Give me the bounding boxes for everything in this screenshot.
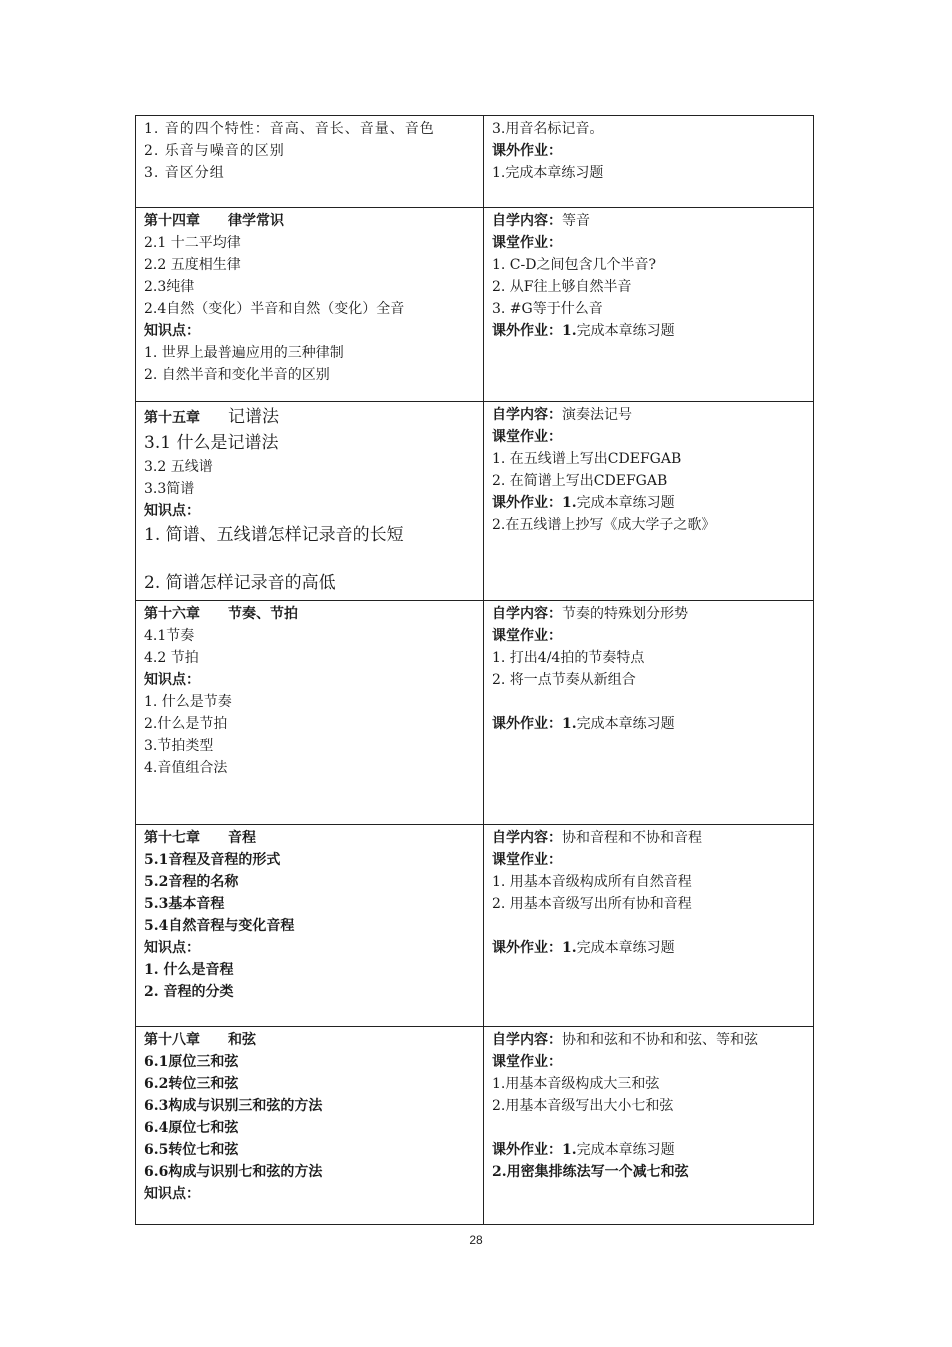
list-item: 2. 乐音与噪音的区别 [144,143,285,159]
self-study-content: 3.用音名标记音。 [492,121,604,137]
classwork-item: 2. 在简谱上写出CDEFGAB [492,473,668,489]
chapter-title: 记谱法 [228,407,279,427]
homework-item: 2.在五线谱上抄写《成大学子之歌》 [492,517,716,533]
right-cell [484,116,814,208]
self-study-content: 节奏的特殊划分形势 [562,606,688,622]
homework-label: 课外作业： [492,1142,562,1158]
knowledge-item: 4.音值组合法 [144,760,228,776]
section-item: 3.1 什么是记谱法 [144,433,279,453]
section-item: 3.2 五线谱 [144,459,213,475]
table-row [136,116,814,208]
table-row [136,208,814,402]
knowledge-item: 1. 什么是音程 [144,962,234,978]
table-row [136,601,814,825]
section-item: 5.2音程的名称 [144,874,239,890]
section-item: 2.3纯律 [144,279,195,295]
left-cell [136,402,484,601]
homework-number: 1. [562,323,577,339]
right-cell [484,402,814,601]
chapter-title: 音程 [228,830,256,846]
chapter-heading [144,603,477,625]
page-number: 28 [469,1233,483,1247]
section-item: 4.1节奏 [144,628,195,644]
homework-label: 课外作业： [492,940,562,956]
knowledge-item: 3.节拍类型 [144,738,214,754]
classwork-item: 2. 用基本音级写出所有协和音程 [492,896,692,912]
chapter-number: 第十四章 [144,213,200,229]
section-item: 6.3构成与识别三和弦的方法 [144,1098,323,1114]
section-item: 2.4自然（变化）半音和自然（变化）全音 [144,301,405,317]
section-item: 5.1音程及音程的形式 [144,852,281,868]
self-study-label: 自学内容： [492,606,562,622]
homework-label: 课外作业： [492,143,562,159]
left-cell [136,116,484,208]
classwork-label: 课堂作业： [492,628,562,644]
chapter-title: 和弦 [228,1032,256,1048]
section-item: 4.2 节拍 [144,650,199,666]
classwork-item: 2.用基本音级写出大小七和弦 [492,1098,674,1114]
classwork-item: 1. C-D之间包含几个半音? [492,257,656,273]
homework-number: 1. [562,1142,577,1158]
syllabus-table [135,115,814,1225]
section-item: 6.1原位三和弦 [144,1054,239,1070]
right-cell [484,208,814,402]
knowledge-item: 1. 简谱、五线谱怎样记录音的长短 [144,525,404,545]
knowledge-item: 2. 自然半音和变化半音的区别 [144,367,330,383]
section-item: 5.4自然音程与变化音程 [144,918,295,934]
chapter-heading [144,1029,477,1051]
knowledge-label: 知识点： [144,1186,200,1202]
table-row [136,1027,814,1225]
homework-item: 完成本章练习题 [576,716,675,732]
section-item: 5.3基本音程 [144,896,225,912]
homework-number: 1. [562,495,577,511]
knowledge-label: 知识点： [144,503,200,519]
homework-label: 课外作业： [492,495,562,511]
knowledge-item: 2. 简谱怎样记录音的高低 [144,573,336,593]
chapter-number: 第十五章 [144,410,200,426]
homework-label: 课外作业： [492,323,562,339]
self-study-label: 自学内容： [492,213,562,229]
classwork-label: 课堂作业： [492,1054,562,1070]
table-row [136,825,814,1027]
homework-item: 完成本章练习题 [576,323,675,339]
chapter-number: 第十八章 [144,1032,200,1048]
self-study-content: 等音 [562,213,590,229]
self-study-label: 自学内容： [492,1032,562,1048]
left-cell [136,601,484,825]
table-row [136,402,814,601]
classwork-item: 3. #G等于什么音 [492,301,603,317]
homework-item: 完成本章练习题 [576,940,675,956]
list-item: 1. 音的四个特性：音高、音长、音量、音色 [144,121,435,137]
classwork-item: 1. 在五线谱上写出CDEFGAB [492,451,682,467]
homework-item: 完成本章练习题 [576,495,675,511]
classwork-item: 2. 将一点节奏从新组合 [492,672,636,688]
classwork-label: 课堂作业： [492,429,562,445]
classwork-item: 1.用基本音级构成大三和弦 [492,1076,660,1092]
left-cell [136,1027,484,1225]
left-cell [136,208,484,402]
section-item: 3.3简谱 [144,481,195,497]
homework-item: 完成本章练习题 [576,1142,675,1158]
knowledge-item: 1. 世界上最普遍应用的三种律制 [144,345,344,361]
self-study-label: 自学内容： [492,407,562,423]
knowledge-label: 知识点： [144,323,200,339]
classwork-item: 2. 从F往上够自然半音 [492,279,632,295]
chapter-heading [144,210,477,232]
chapter-heading [144,827,477,849]
knowledge-item: 2. 音程的分类 [144,984,234,1000]
classwork-item: 1. 打出4/4拍的节奏特点 [492,650,645,666]
left-cell [136,825,484,1027]
homework-number: 1. [562,940,577,956]
list-item: 3. 音区分组 [144,165,225,181]
homework-item: 2.用密集排练法写一个减七和弦 [492,1164,689,1180]
self-study-content: 协和和弦和不协和和弦、等和弦 [562,1032,758,1048]
chapter-number: 第十六章 [144,606,200,622]
right-cell [484,601,814,825]
knowledge-item: 1. 什么是节奏 [144,694,232,710]
knowledge-item: 2.什么是节拍 [144,716,228,732]
homework-item: 1.完成本章练习题 [492,165,604,181]
classwork-item: 1. 用基本音级构成所有自然音程 [492,874,692,890]
section-item: 6.4原位七和弦 [144,1120,239,1136]
chapter-title: 节奏、节拍 [228,606,298,622]
right-cell [484,1027,814,1225]
section-item: 2.1 十二平均律 [144,235,241,251]
self-study-content: 协和音程和不协和音程 [562,830,702,846]
chapter-heading [144,404,477,430]
homework-label: 课外作业： [492,716,562,732]
section-item: 6.6构成与识别七和弦的方法 [144,1164,323,1180]
knowledge-label: 知识点： [144,672,200,688]
self-study-label: 自学内容： [492,830,562,846]
classwork-label: 课堂作业： [492,235,562,251]
section-item: 6.5转位七和弦 [144,1142,239,1158]
section-item: 2.2 五度相生律 [144,257,241,273]
self-study-content: 演奏法记号 [562,407,632,423]
knowledge-label: 知识点： [144,940,200,956]
homework-number: 1. [562,716,577,732]
chapter-title: 律学常识 [228,213,284,229]
classwork-label: 课堂作业： [492,852,562,868]
section-item: 6.2转位三和弦 [144,1076,239,1092]
chapter-number: 第十七章 [144,830,200,846]
right-cell [484,825,814,1027]
